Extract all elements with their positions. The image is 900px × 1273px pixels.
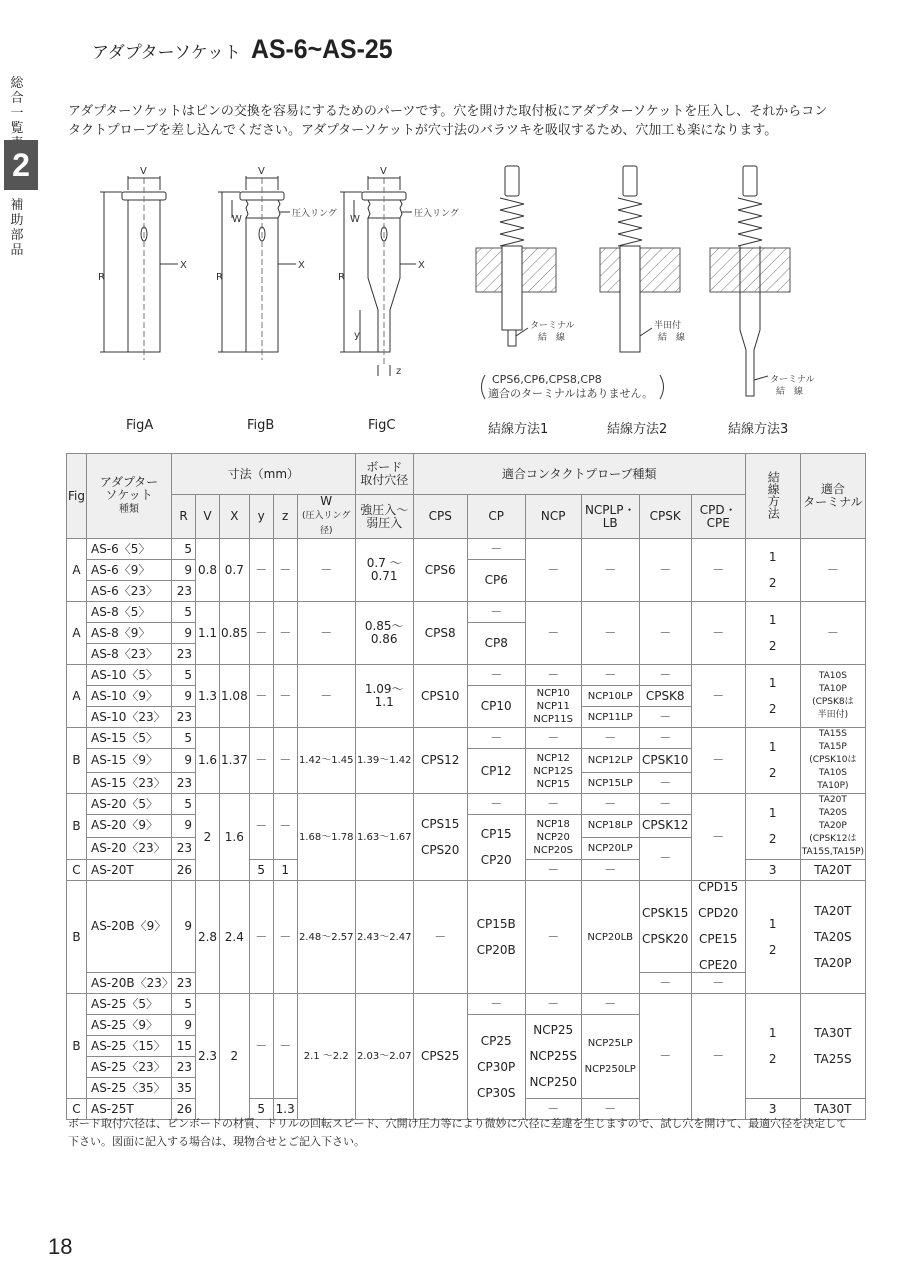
table-cell: 3 [745,860,800,881]
title-model-range: AS-6~AS-25 [250,34,393,64]
table-cell: 9 [171,881,195,973]
table-cell: NCP10 NCP11 NCP11S [525,686,581,728]
table-cell: 35 [171,1078,195,1099]
side-category: 総合一覧 [10,76,24,136]
table-cell: － [249,794,273,860]
table-cell: 9 [171,1015,195,1036]
fig-b-drawing [218,176,296,360]
hdr-wiring: 結線方法 [745,454,800,539]
table-cell: － [273,602,297,665]
table-cell: TA10S TA10P (CPSK8は 半田付) [800,665,865,728]
table-cell: － [525,881,581,994]
table-cell: － [297,602,355,665]
table-cell: AS-6〈5〉 [86,539,171,560]
fig-c-z-label: z [396,366,402,377]
table-cell: 1.6 [219,794,249,881]
w1-wire-label: 結 線 [538,333,566,343]
table-cell: TA15S TA15P (CPSK10は TA10S TA10P) [800,728,865,794]
table-cell: － [581,794,639,815]
table-cell: 2 [195,794,219,881]
table-cell: － [249,539,273,602]
table-cell: － [525,794,581,815]
table-cell: － [249,881,273,994]
table-cell: 0.7 ～0.71 [355,539,413,602]
fig-a-x-label: X [180,260,187,271]
hdr-z: z [273,495,297,539]
table-cell: － [581,1099,639,1120]
table-cell: CPS8 [413,602,467,665]
table-row [67,994,866,1015]
table-cell: 1.68～1.78 [297,794,355,881]
table-cell: － [249,728,273,794]
table-cell: － [639,973,691,994]
table-cell: － [800,602,865,665]
table-cell: 5 [171,794,195,815]
hdr-cp: CP [467,495,525,539]
table-cell: 1.6 [195,728,219,794]
table-cell: AS-8〈23〉 [86,644,171,665]
table-cell: AS-8〈9〉 [86,623,171,644]
table-cell: － [639,794,691,815]
table-cell: 23 [171,1057,195,1078]
fig-c-ring-label: 圧入リング [414,209,459,219]
table-cell: AS-6〈9〉 [86,560,171,581]
table-cell: CP6 [467,560,525,602]
table-cell: 1 2 [745,994,800,1099]
table-cell: 1 2 [745,665,800,728]
table-cell: － [249,602,273,665]
fig-b-r-label: R [216,272,223,283]
table-cell: 2 [219,994,249,1120]
table-cell: 23 [171,644,195,665]
hdr-cpsk: CPSK [639,495,691,539]
w1-terminal-label: ターミナル [530,321,575,331]
table-cell: － [691,973,745,994]
table-cell: 9 [171,623,195,644]
table-cell: 1 2 [745,728,800,794]
table-cell: NCP10LP [581,686,639,707]
hdr-adapter: アダプター ソケット 種類 [86,454,171,539]
table-cell: － [273,539,297,602]
table-cell: － [413,881,467,994]
table-cell: 9 [171,560,195,581]
table-cell: CPS10 [413,665,467,728]
hdr-r: R [171,495,195,539]
table-cell: AS-15〈23〉 [86,773,171,794]
table-cell: － [525,860,581,881]
hdr-v: V [195,495,219,539]
table-cell: 5 [171,539,195,560]
table-cell: 26 [171,1099,195,1120]
hdr-board: ボード 取付穴径 [355,454,413,495]
fig-c-v-label: V [380,166,387,177]
table-cell: － [273,728,297,794]
hdr-terminal: 適合 ターミナル [800,454,865,539]
table-cell: 2.48～2.57 [297,881,355,994]
caption-wiring-3: 結線方法3 [728,422,789,437]
table-cell: A [67,602,87,665]
table-cell: － [639,728,691,749]
table-cell: － [691,794,745,881]
table-cell: AS-6〈23〉 [86,581,171,602]
table-cell: － [639,994,691,1120]
table-cell: NCP25 NCP25S NCP250 [525,1015,581,1099]
fig-c-drawing [340,176,416,376]
table-cell: － [467,994,525,1015]
table-cell: － [297,539,355,602]
table-cell: TA30T TA25S [800,994,865,1099]
fig-a-v-label: V [140,166,147,177]
table-row [67,794,866,815]
table-cell: 15 [171,1036,195,1057]
fig-c-x-label: X [418,260,425,271]
table-cell: CPS12 [413,728,467,794]
table-cell: B [67,881,87,994]
table-row [67,602,866,623]
side-chapter-number: 2 [4,140,38,190]
table-cell: 5 [171,728,195,749]
fig-a-r-label: R [98,272,105,283]
table-row [67,539,866,560]
table-cell: CPSK12 [639,815,691,838]
table-cell: 1.63～1.67 [355,794,413,881]
table-cell: NCP15LP [581,773,639,794]
fig-a-drawing [100,176,178,360]
table-cell: － [691,994,745,1120]
table-cell: 5 [249,1099,273,1120]
hdr-fig: Fig [67,454,87,539]
table-cell: － [581,728,639,749]
table-cell: NCP20LP [581,837,639,860]
footnote: ボード取付穴径は、ピンボードの材質、ドリルの回転スピード、穴開け圧力等により微妙に穴径に差違を生じますので、試し穴を開けて、最適穴径を決定して下さい。図面に記入する場合は、現物合せとご記入下さい。 [68,1117,848,1148]
hdr-cps: CPS [413,495,467,539]
table-cell: AS-25〈5〉 [86,994,171,1015]
table-cell: 1.08 [219,665,249,728]
hdr-w: W (圧入リング径) [297,495,355,539]
table-cell: AS-20〈23〉 [86,837,171,860]
table-cell: A [67,665,87,728]
table-cell: NCP18 NCP20 NCP20S [525,815,581,860]
table-cell: 3 [745,1099,800,1120]
table-cell: 5 [171,994,195,1015]
table-cell: CPSK15 CPSK20 [639,881,691,973]
table-cell: CPS25 [413,994,467,1120]
caption-fig-b: FigB [247,418,275,433]
table-cell: － [273,994,297,1099]
table-cell: － [273,665,297,728]
table-cell: 1 2 [745,539,800,602]
table-cell: － [581,665,639,686]
table-cell: 5 [171,602,195,623]
caption-wiring-1: 結線方法1 [488,422,549,437]
spec-table [66,453,866,1120]
table-cell: 23 [171,973,195,994]
table-cell: 23 [171,837,195,860]
table-cell: － [639,773,691,794]
table-cell: － [581,994,639,1015]
page-title [92,34,405,65]
table-cell: AS-15〈5〉 [86,728,171,749]
table-cell: 2.8 [195,881,219,994]
hdr-fit: 強圧入～ 弱圧入 [355,495,413,539]
wiring-method-3-drawing [710,166,790,396]
table-cell: － [525,665,581,686]
table-cell: － [467,665,525,686]
table-cell: － [639,665,691,686]
table-cell: － [800,539,865,602]
table-cell: CP10 [467,686,525,728]
table-cell: 1 [273,860,297,881]
table-cell: － [691,539,745,602]
bracket-right [660,375,664,399]
table-cell: － [249,665,273,728]
table-cell: － [467,602,525,623]
wiring-method-1-drawing [476,166,556,346]
table-cell: 0.85～0.86 [355,602,413,665]
table-cell: AS-25T [86,1099,171,1120]
table-row [67,881,866,973]
table-cell: 0.85 [219,602,249,665]
hdr-dims: 寸法（mm） [171,454,355,495]
table-cell: TA20T TA20S TA20P (CPSK12は TA15S,TA15P) [800,794,865,860]
side-section: 補助部品 [10,198,24,258]
table-cell: 2.1 ～2.2 [297,994,355,1120]
note-line-1: CPS6,CP6,CPS8,CP8 [492,373,602,386]
table-cell: － [525,539,581,602]
table-cell: － [525,1099,581,1120]
table-cell: － [273,794,297,860]
table-cell: AS-20B〈23〉 [86,973,171,994]
table-cell: 2.3 [195,994,219,1120]
w2-wire-label: 結 線 [658,333,686,343]
table-cell: － [467,728,525,749]
table-cell: AS-8〈5〉 [86,602,171,623]
table-cell: － [467,539,525,560]
table-cell: 23 [171,773,195,794]
hdr-y: y [249,495,273,539]
table-cell: 1.3 [273,1099,297,1120]
table-cell: TA30T [800,1099,865,1120]
table-cell: CPS15 CPS20 [413,794,467,881]
table-cell: AS-15〈9〉 [86,749,171,773]
caption-fig-c: FigC [368,418,396,433]
bracket-left [482,375,486,399]
fig-c-r-label: R [338,272,345,283]
table-cell: － [639,707,691,728]
figures-drawing [60,160,850,450]
table-cell: 2.43～2.47 [355,881,413,994]
intro-paragraph: アダプターソケットはピンの交換を容易にするためのパーツです。穴を開けた取付板にアダプターソケットを圧入し、それからコンタクトプローブを差し込んでください。アダプターソケットが穴寸法のバラツキを吸収するため、穴加工も楽になります。 [68,104,828,138]
table-cell: － [639,837,691,881]
figure-panel [60,160,850,450]
w3-terminal-label: ターミナル [770,375,815,385]
table-cell: － [525,602,581,665]
table-cell: 1 2 [745,881,800,994]
table-cell: 5 [171,665,195,686]
table-cell: B [67,994,87,1099]
table-cell: CP8 [467,623,525,665]
table-cell: AS-20T [86,860,171,881]
table-cell: － [581,539,639,602]
table-cell: 1.39～1.42 [355,728,413,794]
table-cell: CPS6 [413,539,467,602]
caption-fig-a: FigA [126,418,154,433]
fig-c-y-label: y [354,330,360,341]
fig-b-w-label: W [232,214,242,225]
table-cell: NCP12LP [581,749,639,773]
hdr-ncplp: NCPLP・LB [581,495,639,539]
page-number: 18 [48,1234,73,1259]
table-row [67,728,866,749]
table-cell: B [67,728,87,794]
table-cell: AS-10〈5〉 [86,665,171,686]
table-cell: NCP11LP [581,707,639,728]
table-cell: 26 [171,860,195,881]
table-header-row-1 [67,454,866,495]
table-cell: AS-25〈23〉 [86,1057,171,1078]
table-cell: CPSK8 [639,686,691,707]
table-cell: AS-10〈23〉 [86,707,171,728]
hdr-cpd: CPD・CPE [691,495,745,539]
table-cell: 1 2 [745,602,800,665]
table-cell: － [249,994,273,1099]
table-cell: － [467,794,525,815]
fig-b-ring-label: 圧入リング [292,209,337,219]
table-cell: 1.3 [195,665,219,728]
table-cell: － [691,728,745,794]
table-cell: A [67,539,87,602]
table-cell: － [525,728,581,749]
w3-wire-label: 結 線 [776,387,804,397]
table-cell: TA20T TA20S TA20P [800,881,865,994]
table-cell: 1.09～1.1 [355,665,413,728]
table-cell: AS-20〈5〉 [86,794,171,815]
table-cell: － [691,602,745,665]
table-cell: 23 [171,581,195,602]
hdr-x: X [219,495,249,539]
table-cell: 23 [171,707,195,728]
table-cell: 1.1 [195,602,219,665]
table-cell: CP25 CP30P CP30S [467,1015,525,1120]
table-cell: NCP18LP [581,815,639,838]
hdr-probes: 適合コンタクトプローブ種類 [413,454,745,495]
fig-b-x-label: X [298,260,305,271]
table-cell: － [691,665,745,728]
table-cell: 1 2 [745,794,800,860]
table-cell: C [67,1099,87,1120]
note-line-2: 適合のターミナルはありません。 [488,387,654,400]
table-cell: 1.37 [219,728,249,794]
table-cell: 0.8 [195,539,219,602]
table-cell: － [525,994,581,1015]
table-cell: － [581,860,639,881]
table-cell: TA20T [800,860,865,881]
table-cell: NCP12 NCP12S NCP15 [525,749,581,794]
table-cell: CP15 CP20 [467,815,525,881]
table-cell: 2.03～2.07 [355,994,413,1120]
table-cell: － [297,665,355,728]
w2-solder-label: 半田付 [654,321,682,331]
table-cell: CPD15 CPD20 CPE15 CPE20 [691,881,745,973]
table-cell: 9 [171,815,195,838]
table-cell: － [639,539,691,602]
table-cell: 9 [171,749,195,773]
table-cell: AS-25〈9〉 [86,1015,171,1036]
table-cell: － [273,881,297,994]
table-cell: AS-25〈15〉 [86,1036,171,1057]
table-cell: AS-20B〈9〉 [86,881,171,973]
fig-c-w-label: W [350,214,360,225]
table-cell: 0.7 [219,539,249,602]
caption-wiring-2: 結線方法2 [607,422,668,437]
table-cell: C [67,860,87,881]
table-cell: 2.4 [219,881,249,994]
fig-b-v-label: V [258,166,265,177]
table-cell: AS-25〈35〉 [86,1078,171,1099]
table-cell: － [581,602,639,665]
hdr-ncp: NCP [525,495,581,539]
table-cell: CPSK10 [639,749,691,773]
table-cell: NCP20LB [581,881,639,994]
table-cell: AS-10〈9〉 [86,686,171,707]
table-cell: － [639,602,691,665]
table-cell: 5 [249,860,273,881]
table-cell: 9 [171,686,195,707]
table-cell: B [67,794,87,860]
table-cell: 1.42～1.45 [297,728,355,794]
table-cell: NCP25LP NCP250LP [581,1015,639,1099]
table-cell: AS-20〈9〉 [86,815,171,838]
table-cell: CP12 [467,749,525,794]
title-subtitle: アダプターソケット [92,43,241,63]
table-cell: CP15B CP20B [467,881,525,994]
table-row [67,665,866,686]
